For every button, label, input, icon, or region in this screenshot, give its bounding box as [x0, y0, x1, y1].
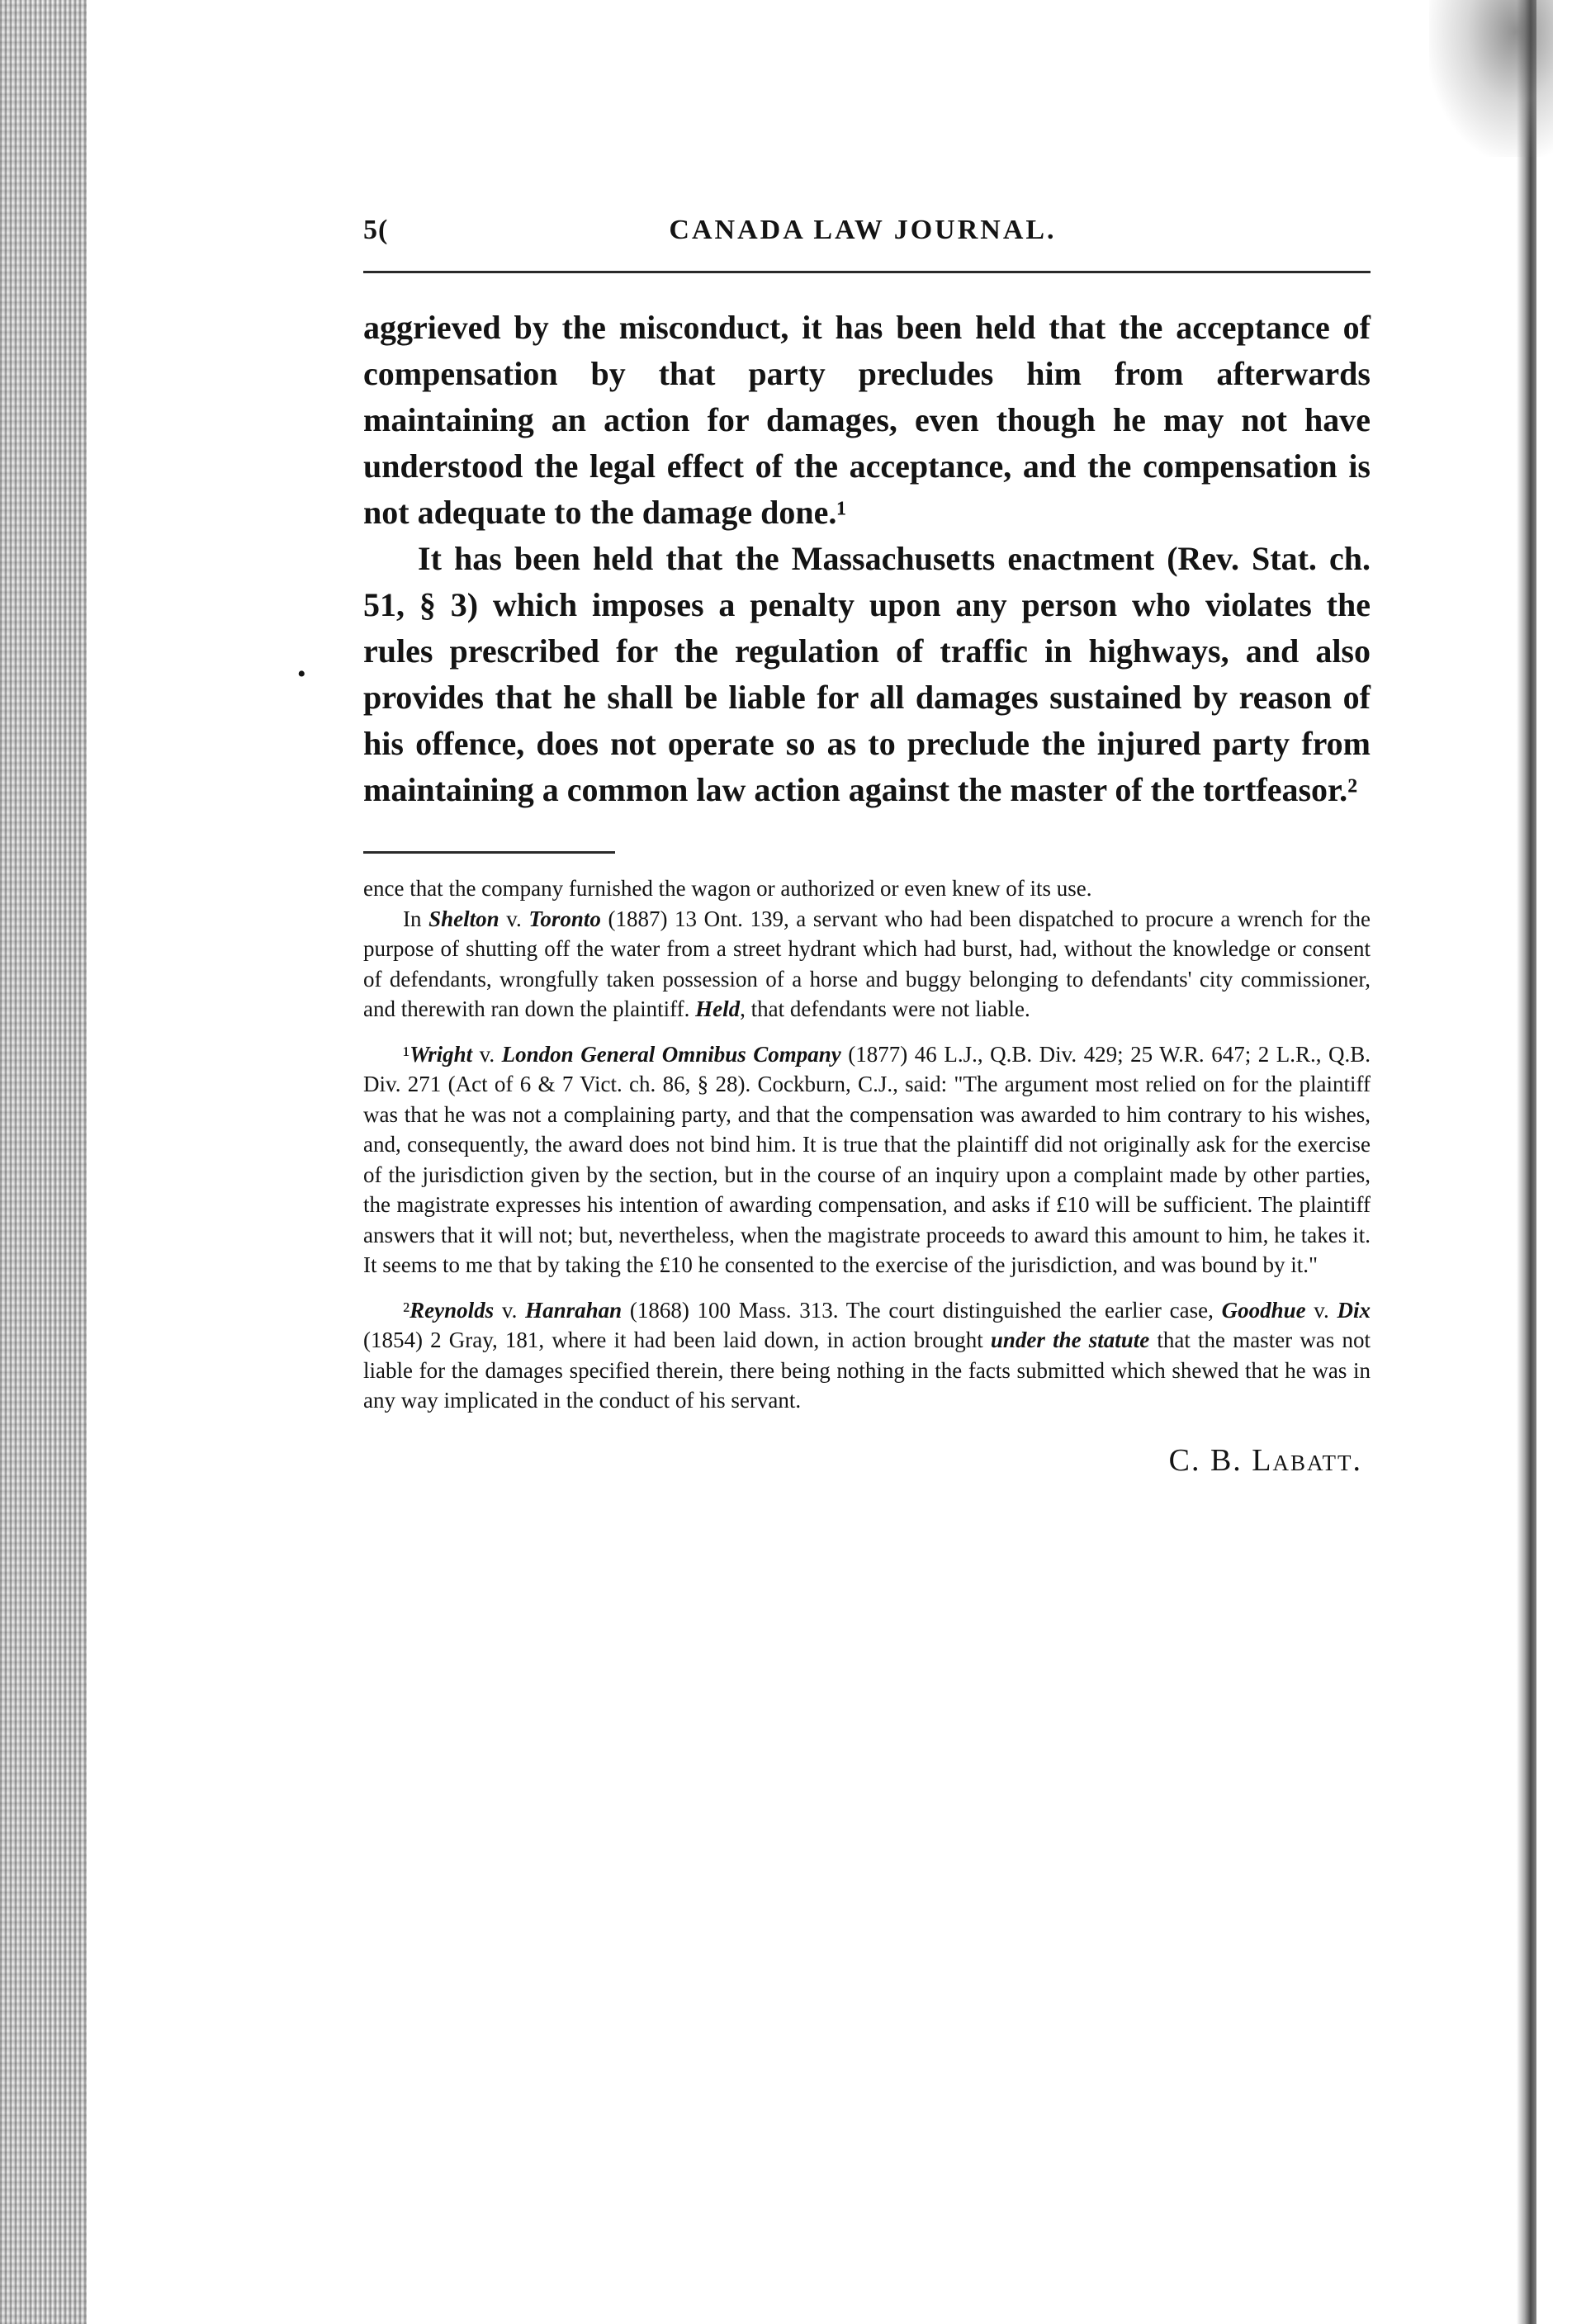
footnote-2-text-2: (1854) 2 Gray, 181, where it had been laid down, in action brought — [363, 1328, 991, 1352]
scan-edge-left — [0, 0, 87, 2324]
case-name-shelton: Shelton — [428, 906, 499, 931]
page-number: 5( — [363, 215, 389, 245]
journal-title: CANADA LAW JOURNAL. — [669, 215, 1057, 245]
footnote-2 — [363, 1295, 1371, 1416]
footnote-2-mark: ² — [403, 1297, 410, 1323]
footnote-1 — [363, 1039, 1371, 1280]
case-name-toronto: Toronto — [528, 906, 601, 931]
footnote-shelton-pre: In — [403, 906, 429, 931]
case-name-dix: Dix — [1337, 1297, 1371, 1323]
case-versus: v. — [1305, 1297, 1337, 1323]
case-name-wright: Wright — [410, 1041, 473, 1067]
header-rule — [363, 271, 1371, 273]
footnote-rule — [363, 851, 615, 854]
footnote-2-text-1: (1868) 100 Mass. 313. The court distinguished the earlier case, — [622, 1297, 1222, 1323]
body-paragraph-1: aggrieved by the misconduct, it has been held that the acceptance of compensation by that party precludes him from afterwards maintaining an action for damages, even though he may not have understood the legal effect of the acceptance, and the compensation is not adequate to the damage done.¹ — [363, 309, 1371, 531]
footnote-1-mark: ¹ — [403, 1041, 410, 1067]
held-label: Held — [695, 996, 741, 1021]
author-signature: C. B. Labatt. — [1168, 1442, 1362, 1478]
case-name-hanrahan: Hanrahan — [525, 1297, 623, 1323]
running-head — [363, 215, 1371, 264]
footnote-1-text: (1877) 46 L.J., Q.B. Div. 429; 25 W.R. 647; 2 L.R., Q.B. Div. 271 (Act of 6 & 7 Vict. ch. 86, § 28). Cockburn, C.J., said: "The argument most relied on for the plaintiff was that he was not a complaining party, and that the compensation was awarded to him contrary to his wishes, and, consequently, the award does not bind him. It is true that the plaintiff did not originally ask for the exercise of the jurisdiction given by the section, but in the course of an inquiry upon a complaint made by other parties, the magistrate expresses his intention of awarding compensation, and asks if £10 will be sufficient. The plaintiff answers that it will not; but, nevertheless, when the magistrate proceeds to award this amount to him, he takes it. It seems to me that by taking the £10 he consented to the exercise of the jurisdiction, and was bound by it." — [363, 1041, 1371, 1277]
case-versus: v. — [472, 1041, 502, 1067]
case-name-london-omnibus: London General Omnibus Company — [501, 1041, 841, 1067]
footnote-2-text-3: that the master was not liable for the damages specified therein, there being nothing in the facts submitted which shewed that he was in any way implicated in the conduct of his servant. — [363, 1328, 1371, 1413]
footnote-shelton — [363, 904, 1371, 1025]
case-versus: v. — [494, 1297, 526, 1323]
marginal-mark: • — [297, 660, 306, 688]
case-name-reynolds: Reynolds — [410, 1297, 495, 1323]
body-paragraph-2: It has been held that the Massachusetts enactment (Rev. Stat. ch. 51, § 3) which imposes a penalty upon any person who violates the rules prescribed for the regulation of traffic in highways, and also provides that he shall be liable for all damages sustained by reason of his offence, does not operate so as to preclude the injured party from maintaining a common law action against the master of the tortfeasor.² — [363, 540, 1371, 808]
footnote-shelton-text: (1887) 13 Ont. 139, a servant who had been dispatched to procure a wrench for the purpose of shutting off the water from a street hydrant which had burst, had, without the knowledge or consent of defendants, wrongfully taken possession of a horse and buggy belonging to defendants' city commissioner, and therewith ran down the plaintiff. — [363, 906, 1371, 1021]
case-versus: v. — [499, 906, 529, 931]
footnote-continuation: ence that the company furnished the wagon or authorized or even knew of its use. — [363, 876, 1092, 901]
italic-phrase-statute: under the statute — [990, 1328, 1150, 1352]
scan-edge-right — [1517, 0, 1536, 2324]
case-name-goodhue: Goodhue — [1221, 1297, 1306, 1323]
footnote-shelton-held-text: , that defendants were not liable. — [740, 996, 1030, 1021]
scan-corner-shadow — [1429, 0, 1553, 157]
page-content — [297, 215, 1371, 1479]
